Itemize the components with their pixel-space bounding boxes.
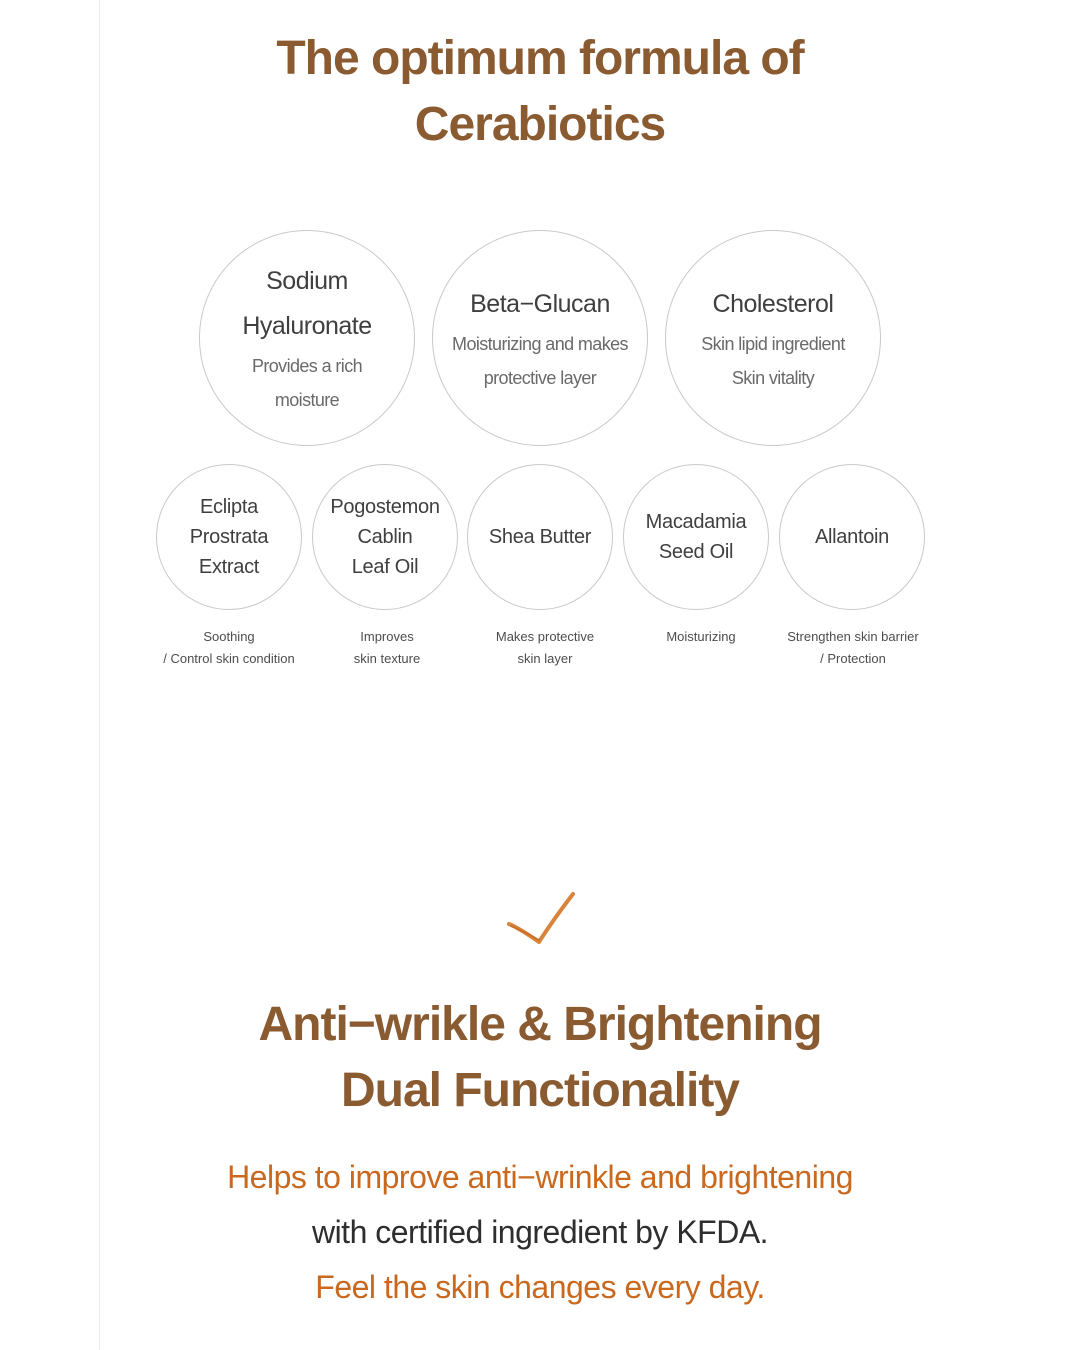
ingredient-name: Beta−Glucan — [470, 289, 610, 318]
ingredient-caption: Strengthen skin barrier / Protection — [787, 629, 919, 666]
section-title — [0, 26, 1080, 158]
ingredient-circle-pogostemon-cablin-leaf-oil — [312, 464, 458, 610]
ingredient-name: Cholesterol — [712, 289, 834, 318]
ingredient-circle-beta-glucan — [432, 230, 648, 446]
ingredient-circle-cholesterol — [665, 230, 881, 446]
ingredient-caption: Improves skin texture — [353, 629, 421, 666]
ingredient-name: Eclipta Prostrata Extract — [189, 496, 269, 578]
ingredient-description: Moisturizing and makes protective layer — [452, 333, 628, 388]
ingredient-description: Provides a rich moisture — [251, 356, 363, 410]
feature-description-line-1: Helps to improve anti−wrinkle and brightening — [227, 1159, 853, 1195]
feature-title-line-2: Dual Functionality — [340, 1064, 739, 1117]
feature-description — [0, 1150, 1080, 1315]
ingredient-description: Skin lipid ingredient Skin vitality — [701, 333, 845, 388]
section-title-line-1: The optimum formula of — [276, 32, 804, 85]
ingredient-circle-macadamia-seed-oil — [623, 464, 769, 610]
left-divider — [99, 0, 100, 1350]
ingredient-caption: Soothing / Control skin condition — [163, 629, 295, 666]
ingredient-circle-shea-butter — [467, 464, 613, 610]
checkmark-icon — [505, 890, 577, 948]
feature-description-line-3: Feel the skin changes every day. — [315, 1269, 765, 1305]
feature-description-line-2: with certified ingredient by KFDA. — [311, 1214, 769, 1250]
ingredient-name: Shea Butter — [488, 526, 592, 548]
feature-title-line-1: Anti−wrikle & Brightening — [258, 998, 822, 1051]
ingredient-caption: Moisturizing — [666, 629, 736, 644]
section-title-line-2: Cerabiotics — [414, 98, 666, 151]
ingredient-name: Macadamia Seed Oil — [645, 511, 747, 563]
ingredient-name: Pogostemon Cablin Leaf Oil — [330, 496, 440, 578]
ingredient-circle-sodium-hyaluronate — [199, 230, 415, 446]
ingredient-name: Allantoin — [814, 526, 890, 548]
ingredient-circle-eclipta-prostrata-extract — [156, 464, 302, 610]
ingredient-name: Sodium Hyaluronate — [242, 267, 372, 340]
ingredient-circle-allantoin — [779, 464, 925, 610]
feature-title — [0, 992, 1080, 1124]
ingredient-caption: Makes protective skin layer — [495, 629, 595, 666]
